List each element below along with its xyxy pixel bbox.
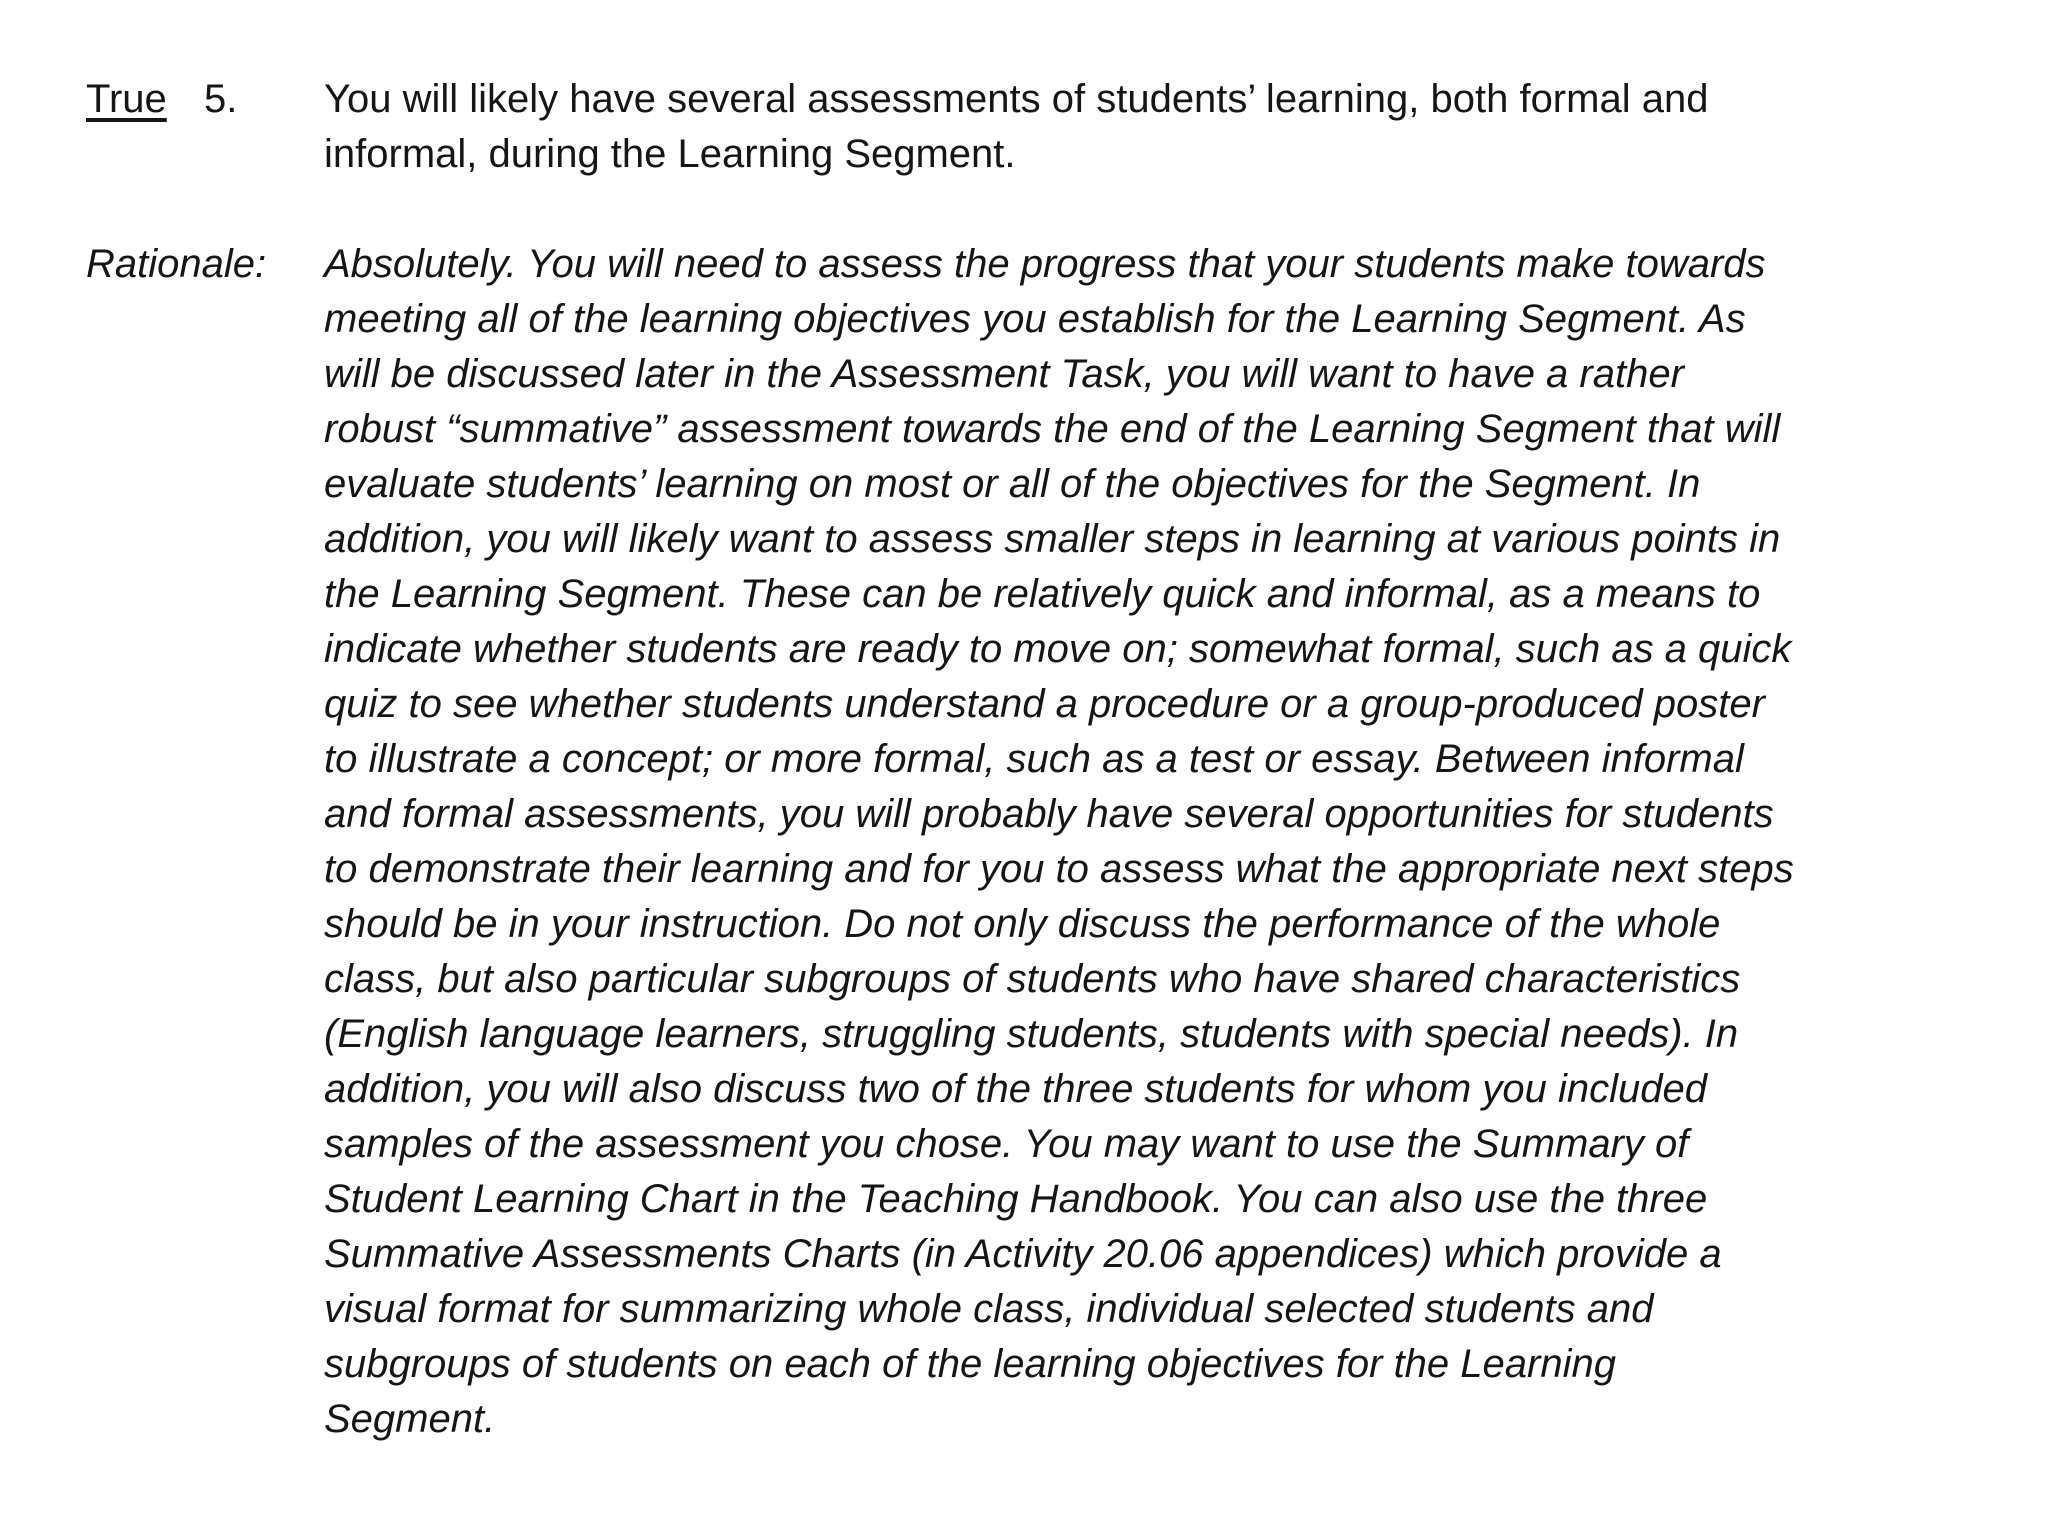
rationale-line: indicate whether students are ready to move on; somewhat formal, such as a quick bbox=[324, 627, 1792, 671]
rationale-line: subgroups of students on each of the learning objectives for the Learning bbox=[324, 1342, 1616, 1386]
rationale-line: to illustrate a concept; or more formal, such as a test or essay. Between informal bbox=[324, 737, 1744, 781]
rationale-line: Segment. bbox=[324, 1397, 496, 1441]
rationale-line: robust “summative” assessment towards the end of the Learning Segment that will bbox=[324, 407, 1781, 451]
rationale-line: to demonstrate their learning and for you to assess what the appropriate next steps bbox=[324, 847, 1794, 891]
rationale-line: Student Learning Chart in the Teaching Handbook. You can also use the three bbox=[324, 1177, 1708, 1221]
rationale-label: Rationale: bbox=[86, 242, 267, 286]
rationale-line: visual format for summarizing whole class, individual selected students and bbox=[324, 1287, 1654, 1331]
rationale-line: will be discussed later in the Assessment Task, you will want to have a rather bbox=[324, 352, 1684, 396]
rationale-line: addition, you will likely want to assess smaller steps in learning at various points in bbox=[324, 517, 1781, 561]
rationale-line: meeting all of the learning objectives you establish for the Learning Segment. As bbox=[324, 297, 1746, 341]
rationale-line: evaluate students’ learning on most or all of the objectives for the Segment. In bbox=[324, 462, 1701, 506]
answer-label: True bbox=[86, 77, 167, 121]
rationale-line: should be in your instruction. Do not only discuss the performance of the whole bbox=[324, 902, 1721, 946]
rationale-line: Absolutely. You will need to assess the progress that your students make towards bbox=[324, 242, 1766, 286]
question-text bbox=[324, 72, 1944, 182]
rationale-line: samples of the assessment you chose. You may want to use the Summary of bbox=[324, 1122, 1689, 1166]
rationale-line: Summative Assessments Charts (in Activity 20.06 appendices) which provide a bbox=[324, 1232, 1722, 1276]
rationale-line: the Learning Segment. These can be relatively quick and informal, as a means to bbox=[324, 572, 1761, 616]
rationale-line: addition, you will also discuss two of the three students for whom you included bbox=[324, 1067, 1707, 1111]
rationale-line: class, but also particular subgroups of students who have shared characteristics bbox=[324, 957, 1741, 1001]
question-line: You will likely have several assessments of students’ learning, both formal and bbox=[324, 77, 1709, 121]
item-number: 5. bbox=[204, 77, 238, 121]
rationale-text bbox=[324, 237, 1984, 1447]
question-line: informal, during the Learning Segment. bbox=[324, 132, 1016, 176]
rationale-line: quiz to see whether students understand a procedure or a group-produced poster bbox=[324, 682, 1765, 726]
rationale-line: (English language learners, struggling students, students with special needs). In bbox=[324, 1012, 1739, 1056]
rationale-line: and formal assessments, you will probably have several opportunities for students bbox=[324, 792, 1774, 836]
